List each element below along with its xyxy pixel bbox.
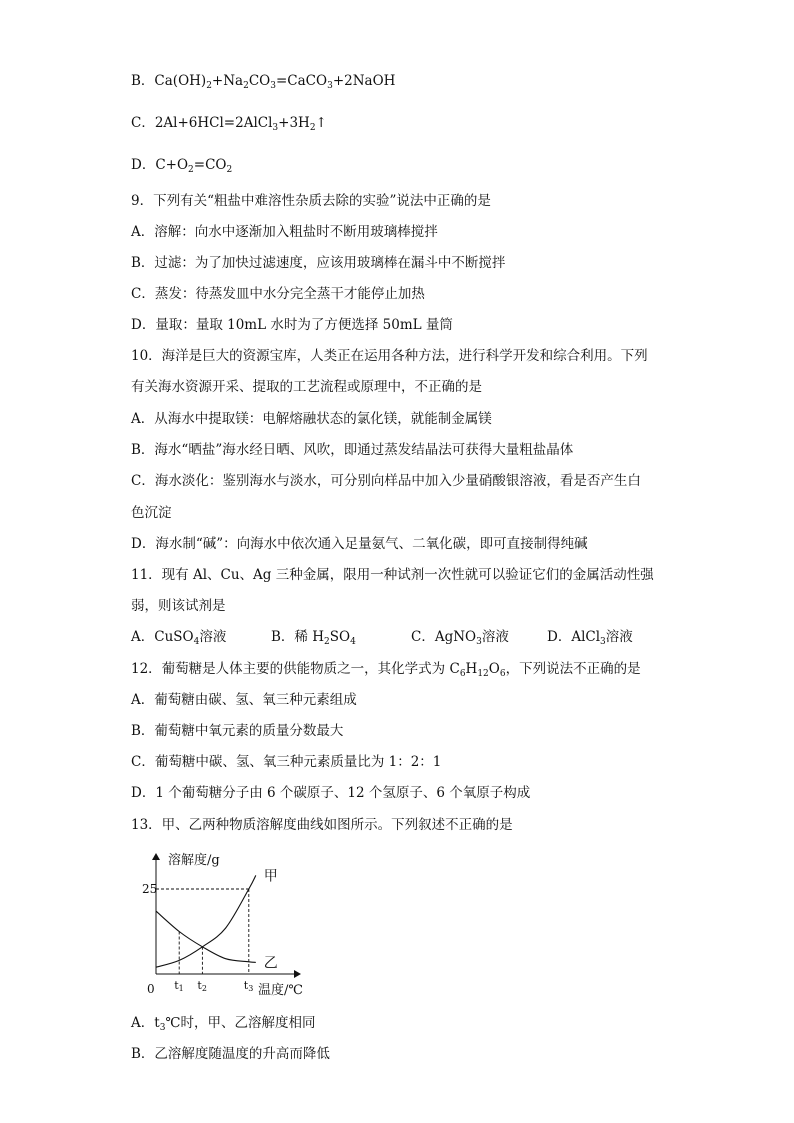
q11-option-d: D．AlCl$_3$溶液 <box>547 629 633 647</box>
q8-option-c: C．$2Al+6HCl=2AlCl_3+3H_2↑$ <box>131 115 327 133</box>
q12-option-c: C．葡萄糖中碳、氢、氧三种元素质量比为 1：2：1 <box>131 754 442 770</box>
q9-option-a: A．溶解：向水中逐渐加入粗盐时不断用玻璃棒搅拌 <box>131 224 438 240</box>
x-tick-label-t2: t2 <box>197 979 207 993</box>
q9-option-c: C．蒸发：待蒸发皿中水分完全蒸干才能停止加热 <box>131 286 425 302</box>
q13-option-b: B．乙溶解度随温度的升高而降低 <box>131 1046 330 1062</box>
q13-option-a: A．$t_3℃$时，甲、乙溶解度相同 <box>131 1015 316 1033</box>
q12-option-b: B．葡萄糖中氧元素的质量分数最大 <box>131 723 344 739</box>
q8-option-b: B．$Ca(OH)_2+Na_2CO_3=CaCO_3+2NaOH$ <box>131 73 396 91</box>
chart-curves <box>156 868 278 971</box>
q10-stem-line1: 10．海洋是巨大的资源宝库，人类正在运用各种方法，进行科学开发和综合利用。下列 <box>131 348 648 364</box>
y-tick-label-25: 25 <box>142 882 158 896</box>
q10-option-d: D．海水制“碱”：向海水中依次通入足量氨气、二氧化碳，即可直接制得纯碱 <box>131 536 588 552</box>
q11-stem-line1: 11．现有 Al、Cu、Ag 三种金属，限用一种试剂一次性就可以验证它们的金属活动性强 <box>131 567 654 583</box>
series-label-jia: 甲 <box>263 868 278 885</box>
series-curve-jia <box>156 875 256 967</box>
y-axis-label: 溶解度/g <box>168 853 220 868</box>
q12-stem: 12．葡萄糖是人体主要的供能物质之一，其化学式为 $C_6H_{12}O_6$，下列说法不正确的是 <box>131 661 641 679</box>
series-curve-yi <box>156 911 256 962</box>
q10-stem-line2: 有关海水资源开采、提取的工艺流程或原理中，不正确的是 <box>131 379 482 395</box>
q11-option-b: B．稀 $H_2SO_4$ <box>271 629 356 647</box>
guide-lines <box>156 889 249 974</box>
origin-label: 0 <box>147 982 155 996</box>
q12-option-d: D．1 个葡萄糖分子由 6 个碳原子、12 个氢原子、6 个氧原子构成 <box>131 785 531 801</box>
q9-option-b: B．过滤：为了加快过滤速度，应该用玻璃棒在漏斗中不断搅拌 <box>131 255 506 271</box>
q11-stem-line2: 弱，则该试剂是 <box>131 598 226 614</box>
q10-option-c-line2: 色沉淀 <box>131 505 172 521</box>
solubility-chart <box>140 848 340 1000</box>
q12-option-a: A．葡萄糖由碳、氢、氧三种元素组成 <box>131 692 357 708</box>
x-tick-label-t1: t1 <box>174 979 184 993</box>
chart-axes <box>156 854 300 974</box>
x-axis-label: 温度/℃ <box>258 983 303 998</box>
q10-option-a: A．从海水中提取镁：电解熔融状态的氯化镁，就能制金属镁 <box>131 411 492 427</box>
q9-option-d: D．量取：量取 10mL 水时为了方便选择 50mL 量筒 <box>131 317 453 333</box>
q8-option-d: D．$C+O_2=CO_2$ <box>131 157 233 175</box>
q11-option-a: A．CuSO$_4$溶液 <box>131 629 227 647</box>
chart-tick-labels <box>142 882 253 993</box>
q11-option-c: C．AgNO$_3$溶液 <box>411 629 509 647</box>
q9-stem: 9．下列有关“粗盐中难溶性杂质去除的实验”说法中正确的是 <box>131 193 491 209</box>
q10-option-c-line1: C．海水淡化：鉴别海水与淡水，可分别向样品中加入少量硝酸银溶液，看是否产生白 <box>131 473 641 489</box>
q10-option-b: B．海水“晒盐”海水经日晒、风吹，即通过蒸发结晶法可获得大量粗盐晶体 <box>131 442 574 458</box>
x-tick-label-t3: t3 <box>243 979 254 993</box>
series-label-yi: 乙 <box>263 955 278 972</box>
q13-stem: 13．甲、乙两种物质溶解度曲线如图所示。下列叙述不正确的是 <box>131 817 513 833</box>
